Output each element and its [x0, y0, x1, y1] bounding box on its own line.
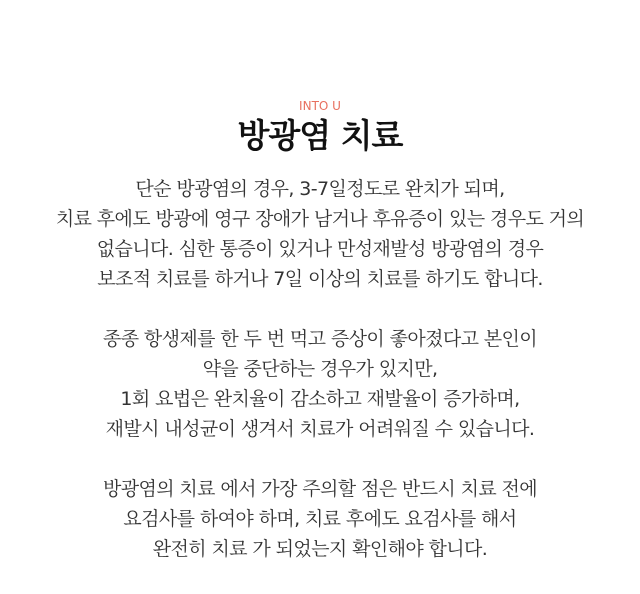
section-title: 방광염 치료 — [237, 116, 403, 155]
text-line: 재발시 내성균이 생겨서 치료가 어려워질 수 있습니다. — [105, 418, 535, 440]
text-line: 종종 항생제를 한 두 번 먹고 증상이 좋아졌다고 본인이 — [102, 328, 538, 350]
text-line: 1회 요법은 완치율이 감소하고 재발율이 증가하며, — [120, 388, 520, 410]
paragraph-1 — [0, 174, 640, 294]
text-line: 요검사를 하여야 하며, 치료 후에도 요검사를 해서 — [123, 508, 517, 530]
text-line: 약을 중단하는 경우가 있지만, — [202, 358, 438, 380]
paragraph-2 — [0, 324, 640, 444]
text-line: 단순 방광염의 경우, 3-7일정도로 완치가 되며, — [135, 178, 505, 200]
paragraph-3 — [0, 474, 640, 564]
text-line: 완전히 치료 가 되었는지 확인해야 합니다. — [152, 538, 488, 560]
section-eyebrow: INTO U — [299, 99, 341, 113]
text-line: 없습니다. 심한 통증이 있거나 만성재발성 방광염의 경우 — [96, 238, 544, 260]
text-line: 방광염의 치료 에서 가장 주의할 점은 반드시 치료 전에 — [102, 478, 538, 500]
text-line: 치료 후에도 방광에 영구 장애가 남거나 후유증이 있는 경우도 거의 — [55, 208, 585, 230]
body-text — [0, 174, 640, 594]
text-line: 보조적 치료를 하거나 7일 이상의 치료를 하기도 합니다. — [97, 268, 543, 290]
